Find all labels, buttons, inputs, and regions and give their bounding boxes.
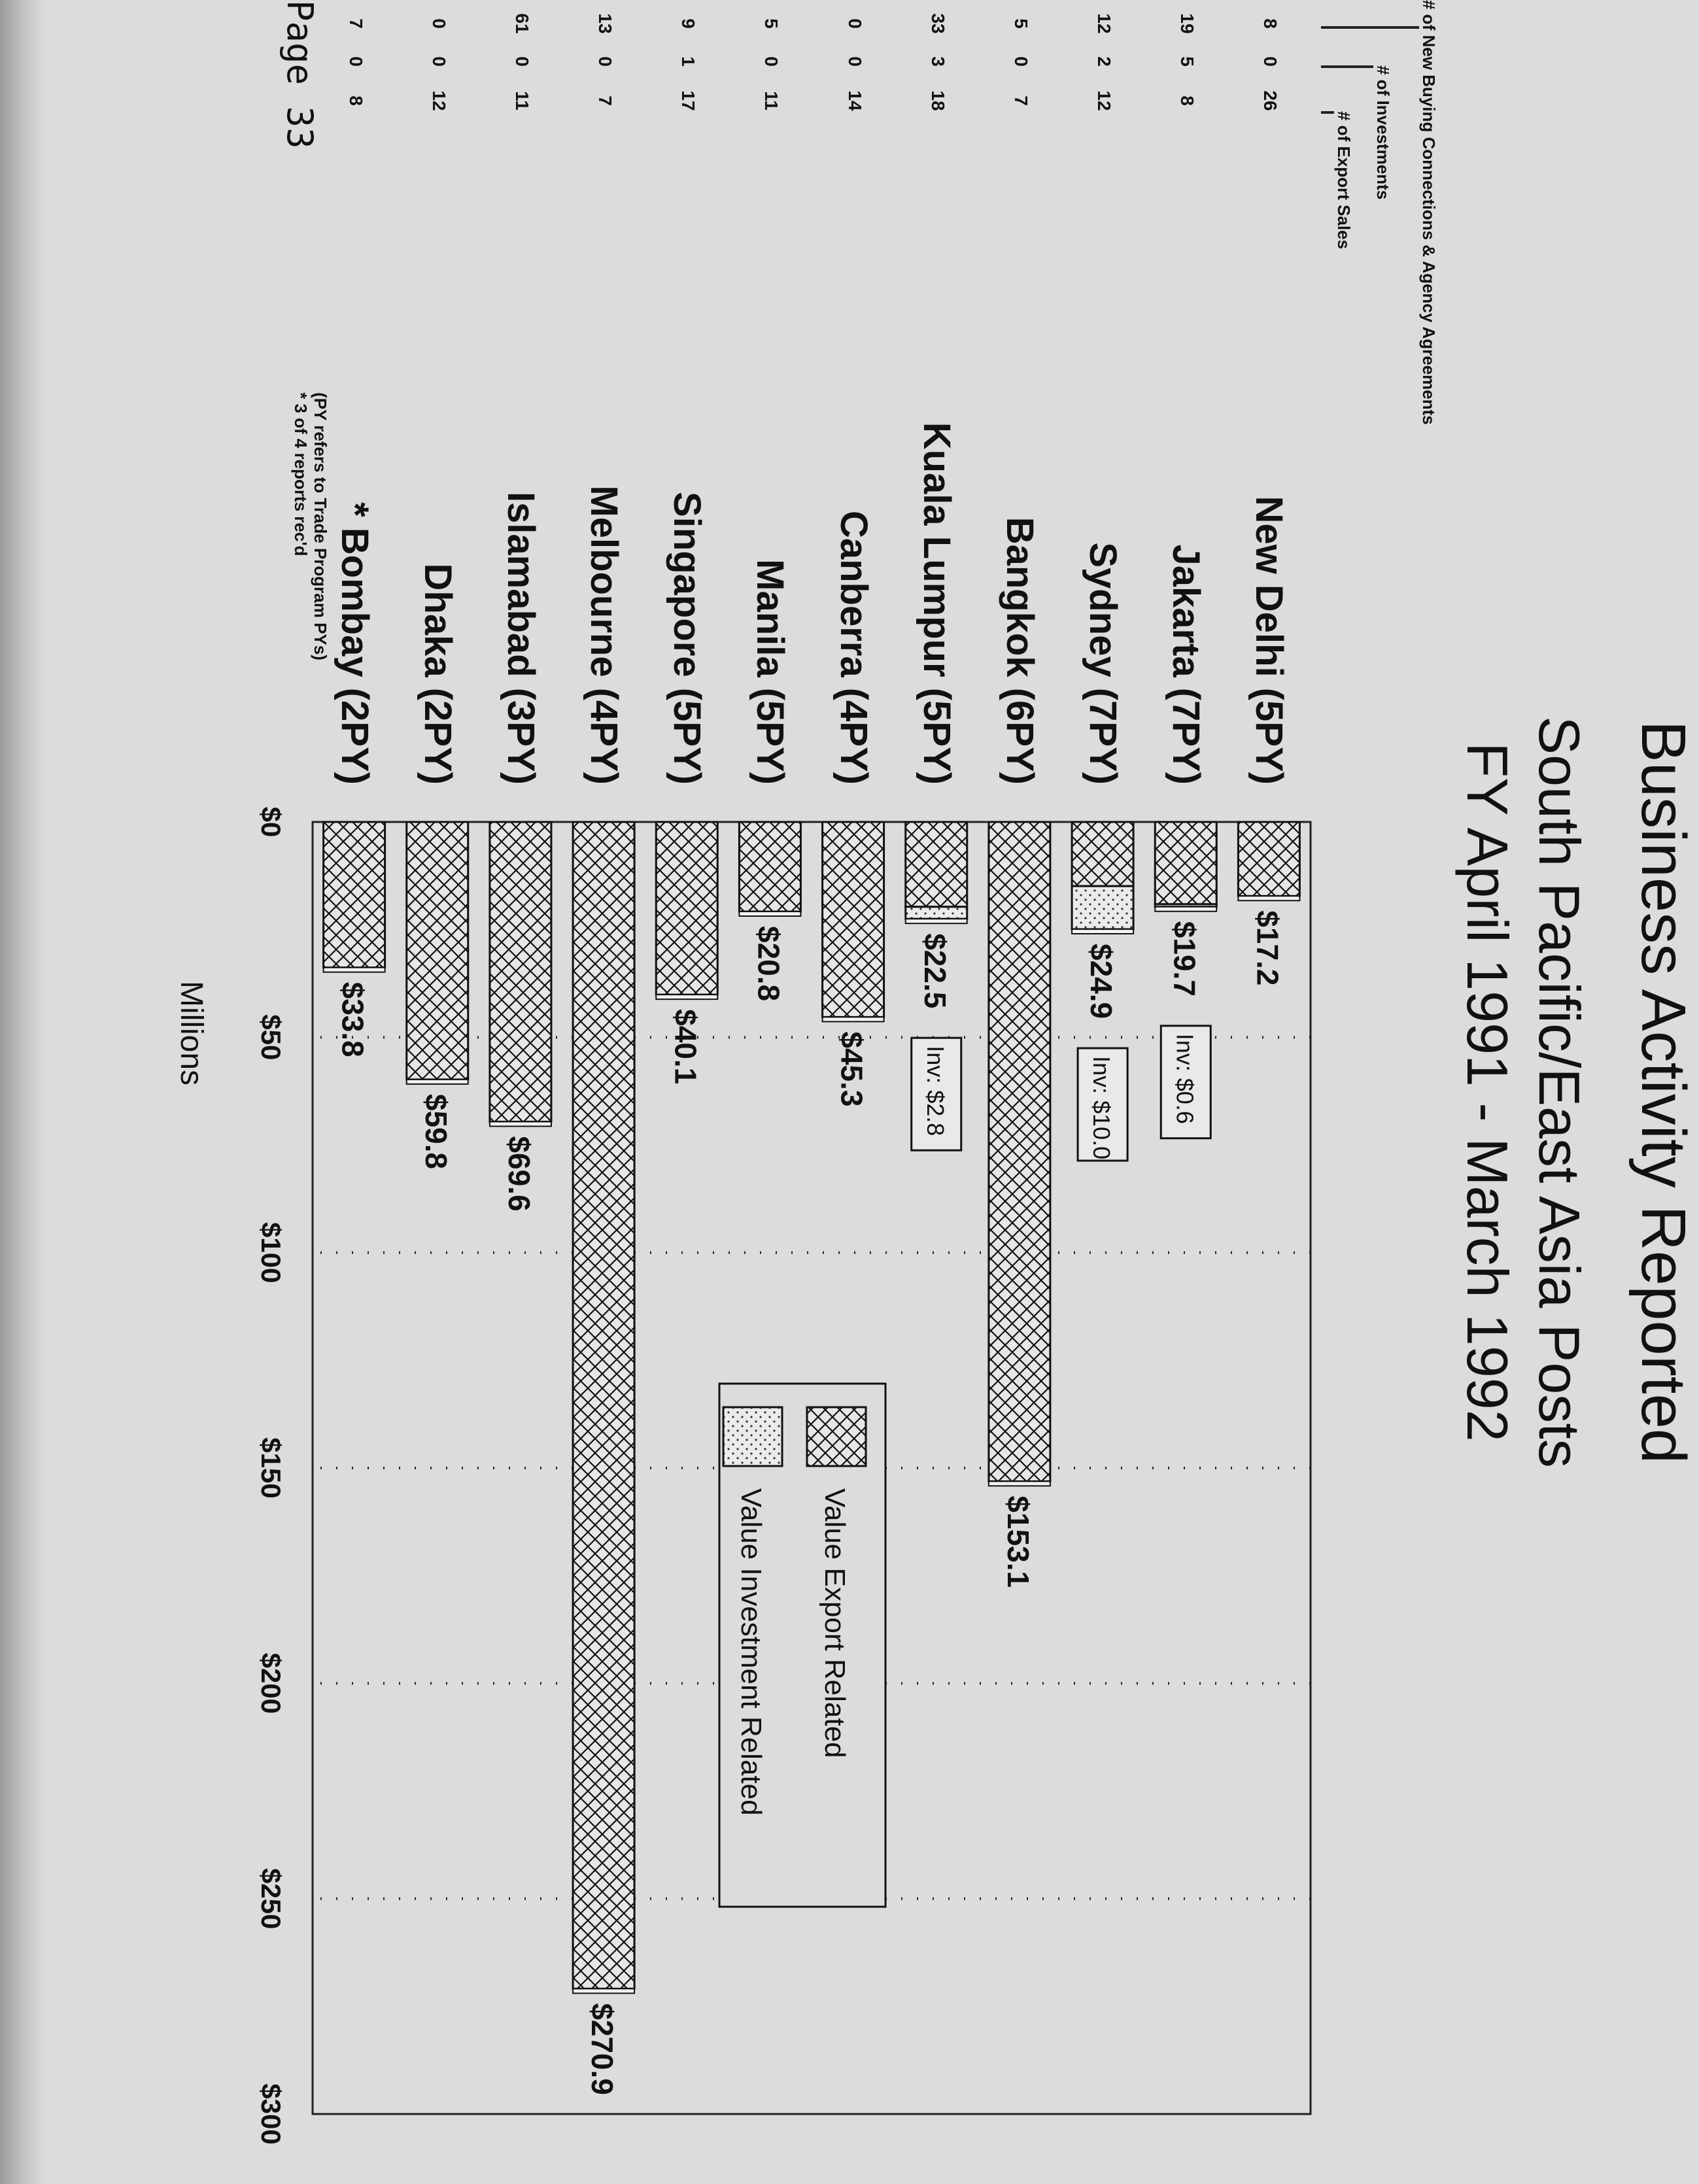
table-cell: 26 <box>1260 90 1281 111</box>
category-label: Kuala Lumpur (5PY) <box>915 422 958 785</box>
x-tick-label: $200 <box>256 1652 286 1715</box>
bar-cap <box>324 968 385 972</box>
bar-export <box>1238 822 1299 896</box>
bar-value-label: $270.9 <box>585 2003 620 2096</box>
chart-subtitle: South Pacific/East Asia Posts <box>1527 716 1592 1468</box>
bar-value-label: $59.8 <box>419 1093 453 1170</box>
page-number: Page 33 <box>279 0 320 149</box>
bar-value-label: $22.5 <box>918 933 952 1009</box>
inv-label: Inv: $0.6 <box>1171 1033 1199 1124</box>
inv-label: Inv: $2.8 <box>921 1046 949 1136</box>
bar-export <box>823 822 884 1017</box>
bar-cap <box>989 1481 1050 1486</box>
x-tick-label: $300 <box>256 2083 286 2145</box>
bar-value-label: $33.8 <box>335 981 370 1057</box>
category-label: Singapore (5PY) <box>666 492 709 785</box>
bar-cap <box>1072 929 1133 934</box>
bar-export <box>573 822 634 1988</box>
bar-cap <box>906 919 967 923</box>
table-cell: 1 <box>678 56 699 67</box>
bar-cap <box>656 995 717 999</box>
bar-investment <box>906 907 967 919</box>
legend-swatch-export <box>807 1407 866 1466</box>
table-cell: 7 <box>595 95 616 106</box>
x-tick-label: $0 <box>256 806 286 838</box>
bar-value-label: $17.2 <box>1250 910 1285 986</box>
bar-cap <box>573 1988 634 1993</box>
bar-cap <box>1155 907 1216 912</box>
bar-export <box>989 822 1050 1481</box>
table-cell: 7 <box>345 18 366 29</box>
table-cell: 61 <box>511 13 532 34</box>
table-cell: 0 <box>761 56 782 67</box>
bar-investment <box>1072 886 1133 929</box>
bar-cap <box>739 912 800 916</box>
legend-label: Value Investment Related <box>735 1488 767 1816</box>
bar-export <box>324 822 385 968</box>
table-cell: 7 <box>1010 95 1031 106</box>
x-tick-label: $150 <box>256 1437 286 1499</box>
table-cell: 5 <box>1177 56 1198 67</box>
table-cell: 12 <box>428 90 449 111</box>
bar-value-label: $20.8 <box>751 926 786 1002</box>
table-cell: 0 <box>345 56 366 67</box>
footnote-py: (PY refers to Trade Program PYs) <box>311 392 330 660</box>
table-cell: 18 <box>927 90 948 111</box>
chart-period: FY April 1991 - March 1992 <box>1455 742 1520 1442</box>
bar-cap <box>1238 896 1299 900</box>
legend-label: Value Export Related <box>819 1488 851 1758</box>
bar-export <box>490 822 551 1121</box>
table-cell: 5 <box>1010 18 1031 29</box>
table-cell: 12 <box>1094 90 1115 111</box>
table-cell: 8 <box>345 95 366 106</box>
table-cell: 0 <box>844 56 865 67</box>
table-cell: 0 <box>595 56 616 67</box>
table-cell: 11 <box>761 91 782 111</box>
table-header-buying-connections: # of New Buying Connections & Agency Agreements <box>1419 0 1439 425</box>
x-axis-label: Millions <box>174 981 209 1086</box>
bar-export <box>906 822 967 907</box>
table-cell: 33 <box>927 13 948 34</box>
table-cell: 13 <box>595 13 616 34</box>
table-cell: 9 <box>678 18 699 29</box>
category-label: Jakarta (7PY) <box>1165 544 1208 785</box>
category-label: Bangkok (6PY) <box>998 517 1041 785</box>
table-cell: 8 <box>1260 18 1281 29</box>
table-cell: 8 <box>1177 95 1198 106</box>
table-cell: 11 <box>511 91 532 111</box>
category-label: New Delhi (5PY) <box>1248 496 1291 785</box>
category-label: Sydney (7PY) <box>1082 542 1125 785</box>
table-cell: 0 <box>844 18 865 29</box>
bar-value-label: $19.7 <box>1167 921 1202 997</box>
bar-cap <box>490 1121 551 1126</box>
category-label: * Bombay (2PY) <box>333 502 376 785</box>
bar-export <box>407 822 468 1080</box>
table-cell: 2 <box>1094 56 1115 67</box>
x-tick-label: $250 <box>256 1868 286 1930</box>
footnote-bombay: * 3 of 4 reports rec'd <box>291 392 311 556</box>
table-cell: 5 <box>761 18 782 29</box>
bar-value-label: $69.6 <box>502 1136 536 1212</box>
bar-export <box>739 822 800 912</box>
bar-value-label: $45.3 <box>834 1031 869 1107</box>
category-label: Islamabad (3PY) <box>499 491 542 785</box>
bar-export <box>656 822 717 995</box>
table-cell: 0 <box>428 18 449 29</box>
category-label: Melbourne (4PY) <box>583 485 626 785</box>
bar-value-label: $40.1 <box>668 1009 703 1085</box>
table-cell: 3 <box>927 56 948 67</box>
bar-cap <box>407 1080 468 1084</box>
chart-title: Business Activity Reported <box>1628 720 1698 1464</box>
category-label: Manila (5PY) <box>749 559 792 785</box>
table-cell: 14 <box>844 90 865 111</box>
table-cell: 0 <box>1010 56 1031 67</box>
bar-cap <box>823 1017 884 1021</box>
table-header-export-sales: # of Export Sales <box>1334 111 1354 249</box>
table-cell: 0 <box>428 56 449 67</box>
table-cell: 0 <box>1260 56 1281 67</box>
bar-export <box>1155 822 1216 904</box>
category-label: Dhaka (2PY) <box>416 563 459 785</box>
x-tick-label: $50 <box>256 1014 286 1061</box>
table-cell: 17 <box>678 90 699 111</box>
x-tick-label: $100 <box>256 1221 286 1284</box>
table-header-investments: # of Investments <box>1373 65 1393 200</box>
bar-value-label: $153.1 <box>1001 1495 1035 1588</box>
category-label: Canberra (4PY) <box>832 510 875 785</box>
table-cell: 0 <box>511 56 532 67</box>
bar-value-label: $24.9 <box>1084 944 1119 1019</box>
inv-label: Inv: $10.0 <box>1088 1056 1116 1160</box>
table-cell: 19 <box>1177 13 1198 34</box>
bar-export <box>1072 822 1133 886</box>
legend-swatch-investment <box>723 1407 782 1466</box>
table-cell: 12 <box>1094 13 1115 34</box>
